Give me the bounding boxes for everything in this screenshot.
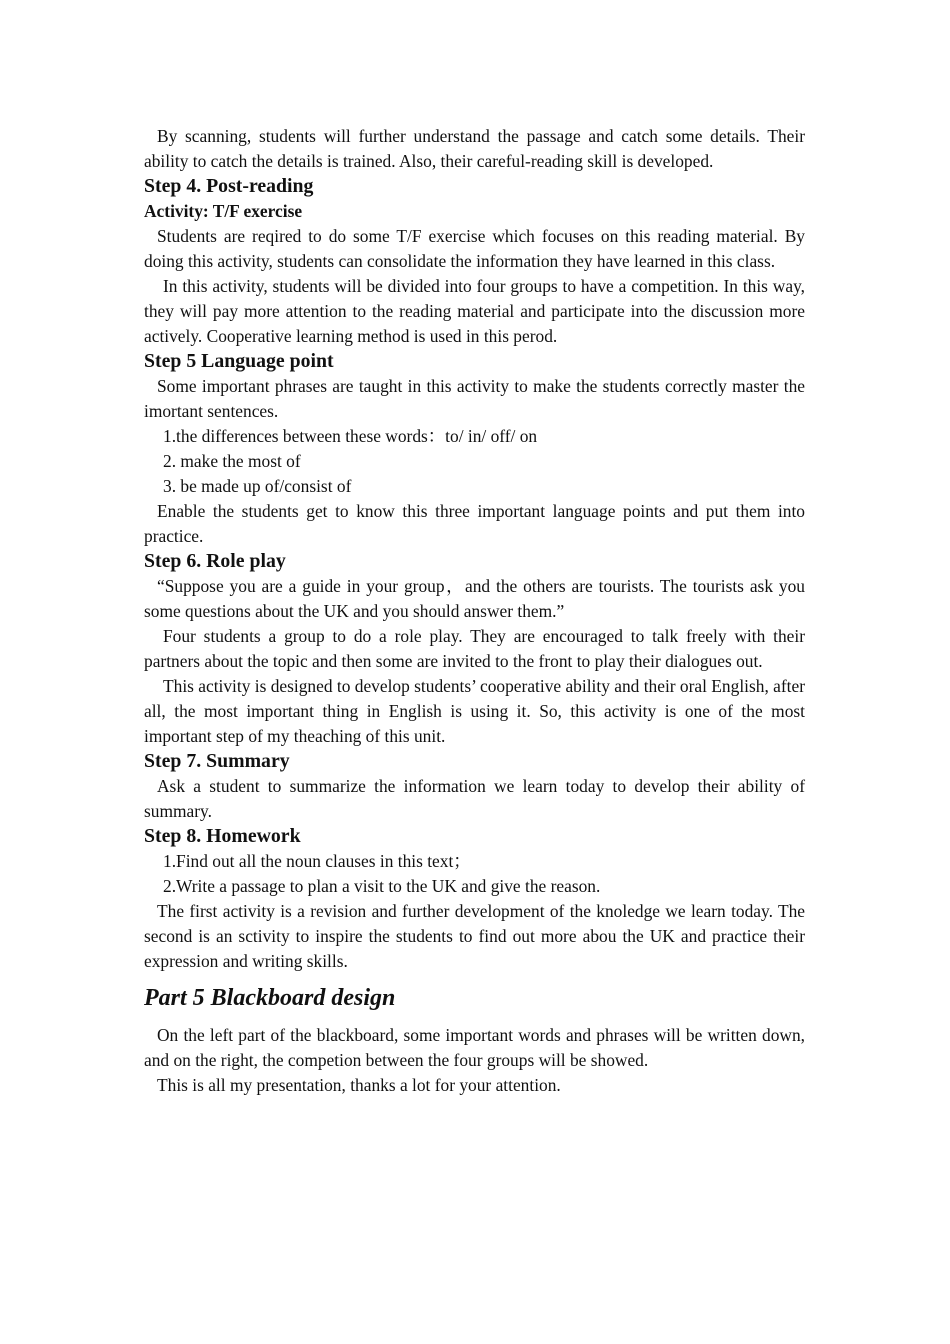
list-item: 3. be made up of/consist of — [163, 476, 352, 496]
step-4-heading: Step 4. Post-reading — [144, 175, 314, 197]
paragraph: On the left part of the blackboard, some important words and phrases will be written down, and on the right, the competion between the four groups will be showed. — [144, 1025, 805, 1070]
step-5-heading: Step 5 Language point — [144, 350, 334, 372]
paragraph: Four students a group to do a role play. They are encouraged to talk freely with their partners about the topic and then some are invited to the front to play their dialogues out. — [144, 626, 805, 671]
list-item: 1.Find out all the noun clauses in this text； — [163, 851, 471, 871]
paragraph: By scanning, students will further understand the passage and catch some details. Their ability to catch the details is trained. Also, their careful-reading skill is developed. — [144, 126, 805, 171]
paragraph: Enable the students get to know this three important language points and put them into practice. — [144, 501, 805, 546]
step-6-heading: Step 6. Role play — [144, 550, 286, 572]
list-item: 2. make the most of — [163, 451, 301, 471]
step-7-heading: Step 7. Summary — [144, 750, 290, 772]
paragraph: In this activity, students will be divided into four groups to have a competition. In this way, they will pay more attention to the reading material and participate into the discussion more actively. Cooperative learning method is used in this perod. — [144, 276, 805, 346]
paragraph: This is all my presentation, thanks a lot for your attention. — [157, 1075, 561, 1095]
document-page — [144, 124, 805, 1098]
paragraph: Ask a student to summarize the information we learn today to develop their ability of summary. — [144, 776, 805, 821]
list-item: 2.Write a passage to plan a visit to the UK and give the reason. — [163, 876, 601, 896]
paragraph: The first activity is a revision and further development of the knoledge we learn today. The second is an sctivity to inspire the students to find out more abou the UK and practice their expression and writing skills. — [144, 901, 805, 971]
paragraph: “Suppose you are a guide in your group，and the others are tourists. The tourists ask you some questions about the UK and you should answer them.” — [144, 576, 805, 621]
list-item: 1.the differences between these words：to/ in/ off/ on — [163, 426, 538, 446]
part-5-heading: Part 5 Blackboard design — [144, 985, 396, 1011]
paragraph: Some important phrases are taught in this activity to make the students correctly master the imortant sentences. — [144, 376, 805, 421]
step-8-heading: Step 8. Homework — [144, 825, 301, 847]
paragraph: This activity is designed to develop students’ cooperative ability and their oral English, after all, the most important thing in English is using it. So, this activity is one of the most important step of my theaching of this unit. — [144, 676, 805, 746]
paragraph: Students are reqired to do some T/F exercise which focuses on this reading material. By doing this activity, students can consolidate the information they have learned in this class. — [144, 226, 805, 271]
activity-subheading: Activity: T/F exercise — [144, 201, 303, 221]
